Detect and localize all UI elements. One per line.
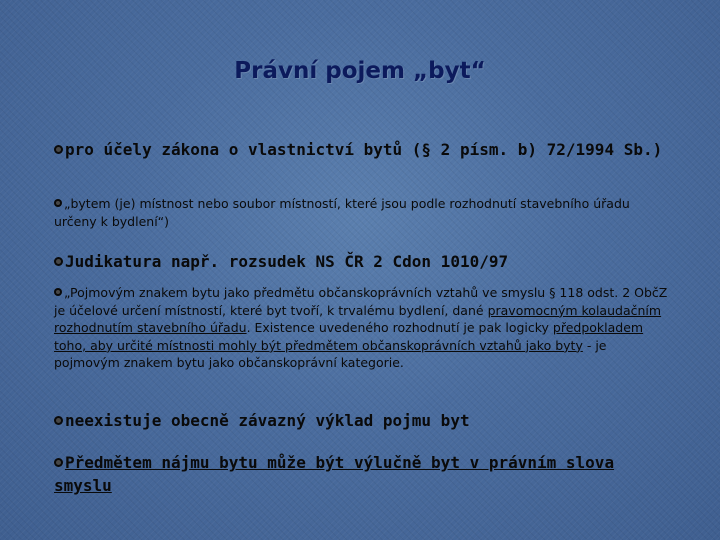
- citace-part3: . Existence uvedeného rozhodnutí je pak logicky: [246, 320, 553, 336]
- citace-underlined-predpoklad: předpokladem toho, aby určité místnosti mohly být předmětem občanskoprávních vztahů jako byty: [54, 320, 644, 353]
- citace-part5: - je pojmovým znakem bytu jako občanskoprávní kategorie.: [54, 337, 607, 371]
- bullet-icon: [54, 257, 63, 266]
- bullet-item-definice: [54, 195, 674, 231]
- bullet-item-zakon: [54, 138, 674, 161]
- bullet-text: Judikatura např. rozsudek NS ČR 2 Cdon 1010/97: [65, 252, 509, 271]
- bullet-item-citace: [54, 284, 674, 372]
- citace-underlined-kolaudace: pravomocným kolaudačním rozhodnutím stavebního úřadu: [54, 302, 662, 336]
- bullet-text: pro účely zákona o vlastnictví bytů (§ 2 písm. b) 72/1994 Sb.): [65, 140, 663, 159]
- bullet-icon: [54, 145, 63, 154]
- bullet-item-vyklad: [54, 409, 674, 432]
- bullet-icon: [54, 288, 62, 296]
- bullet-text: neexistuje obecně závazný výklad pojmu byt: [65, 411, 470, 430]
- bullet-item-najem: [54, 451, 674, 497]
- citace-part1: „Pojmovým znakem bytu jako předmětu občanskoprávních vztahů ve smyslu § 118 odst. 2 ObčZ je účelové určení místností, které byt tvoří, k trvalému bydlení, dané: [54, 285, 668, 318]
- bullet-icon: [54, 458, 63, 467]
- bullet-item-judikatura: [54, 250, 674, 273]
- bullet-icon: [54, 199, 62, 207]
- bullet-text: „bytem (je) místnost nebo soubor místností, které jsou podle rozhodnutí stavebního úřadu určeny k bydlení“): [54, 196, 630, 229]
- bullet-text: Předmětem nájmu bytu může být výlučně byt v právním slova smyslu: [54, 453, 615, 495]
- slide-title: Právní pojem „byt“: [234, 58, 486, 84]
- bullet-icon: [54, 416, 63, 425]
